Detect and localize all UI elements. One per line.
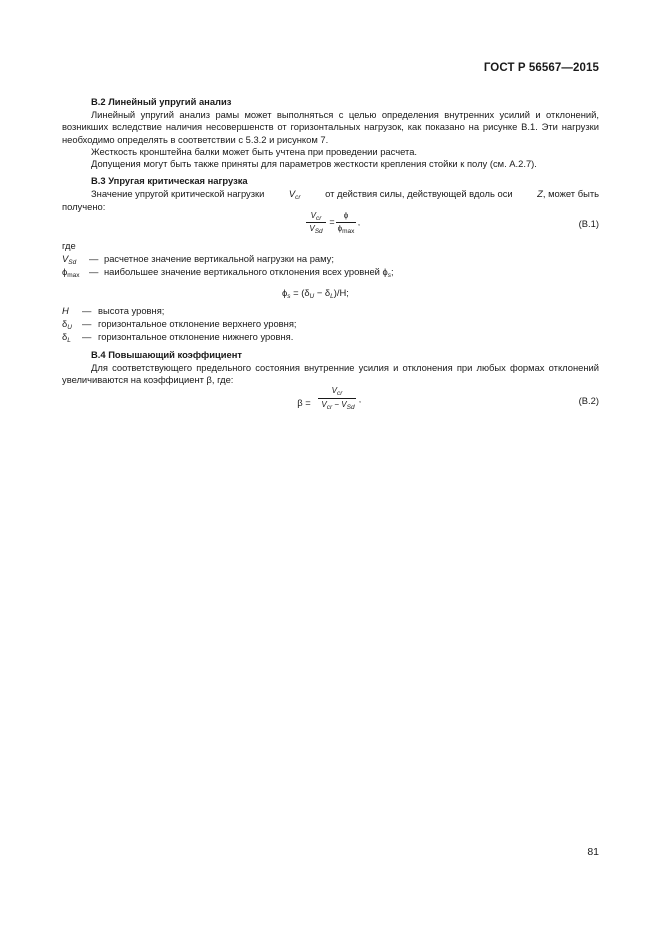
eq1-numerator-left: $V_{cr}$ xyxy=(310,211,322,222)
definition-text: наибольшее значение вертикального отклонения всех уровней $\phi_s$; xyxy=(104,266,394,279)
definition-symbol: $\delta_L$ xyxy=(62,331,71,344)
definition-dash: — xyxy=(82,331,92,342)
eq2-denominator: $V_{cr} - V_{Sd}$ xyxy=(321,400,355,411)
definition-symbol: $\phi_{max}$ xyxy=(62,266,80,279)
where-label: где xyxy=(62,240,76,251)
definition-text: горизонтальное отклонение верхнего уровня; xyxy=(98,318,297,329)
definition-dash: — xyxy=(82,305,92,316)
definition-dash: — xyxy=(89,266,99,277)
definition-dash: — xyxy=(89,253,99,264)
section-b3-intro-line2: получено: xyxy=(62,201,106,212)
intro-axis: Z, может быть xyxy=(537,188,599,199)
definition-symbol: $\delta_U$ xyxy=(62,318,72,331)
definition-text: высота уровня; xyxy=(98,305,165,316)
definition-text: горизонтальное отклонение нижнего уровня. xyxy=(98,331,294,342)
eq2-lhs: β = xyxy=(297,397,311,408)
document-code: ГОСТ Р 56567—2015 xyxy=(483,62,599,74)
eq2-comma: , xyxy=(358,395,362,404)
equation-b2-number: (В.2) xyxy=(578,395,599,406)
section-b2-paragraph-3: Допущения могут быть также приняты для параметров жесткости крепления стойки к полу (см. А.2.7). xyxy=(91,158,537,169)
eq2-numerator: $V_{cr}$ xyxy=(331,386,343,397)
section-b3-title: В.3 Упругая критическая нагрузка xyxy=(91,175,248,186)
page-number: 81 xyxy=(587,846,599,858)
eq1-denominator-left: $V_{Sd}$ xyxy=(309,224,323,235)
eq1-comma: , xyxy=(357,218,361,227)
intro-symbol: $V_{cr}$ xyxy=(288,188,301,201)
intro-text-a: Значение упругой критической нагрузки xyxy=(91,188,265,199)
equation-phi-s: $\phi_s = (\delta_U - \delta_L)/H$; xyxy=(282,287,349,300)
eq1-numerator-right: ϕ xyxy=(343,211,349,220)
section-b2-title: В.2 Линейный упругий анализ xyxy=(91,96,232,107)
definition-symbol: H xyxy=(62,305,69,316)
section-b4-paragraph: Для соответствующего предельного состояния внутренние усилия и отклонения при любых формах отклонений увеличиваются на коэффициент β, где: xyxy=(62,362,599,386)
eq1-fraction-bar-right xyxy=(336,222,356,223)
section-b2-paragraph-1: Линейный упругий анализ рамы может выполняться с целью определения внутренних усилий и отклонений, возникших вследствие наличия несовершенств от горизонтальных нагрузок, как показано на рисунке В.1. Эти нагрузки необходимо определять в соответствии с 5.3.2 и рисунком 7. xyxy=(62,109,599,145)
section-b4-title: В.4 Повышающий коэффициент xyxy=(91,349,243,360)
eq1-equals: = xyxy=(329,217,335,227)
eq1-fraction-bar-left xyxy=(306,222,326,223)
eq2-fraction-bar xyxy=(318,398,356,399)
section-b2-paragraph-2: Жесткость кронштейна балки может быть учтена при проведении расчета. xyxy=(91,146,418,157)
section-b3-intro-line1 xyxy=(91,188,599,204)
intro-text-b: от действия силы, действующей вдоль оси xyxy=(325,188,513,199)
equation-b1-number: (В.1) xyxy=(578,218,599,229)
definition-symbol: $V_{Sd}$ xyxy=(62,253,77,266)
eq1-denominator-right: $\phi_{max}$ xyxy=(337,224,355,235)
definition-dash: — xyxy=(82,318,92,329)
definition-text: расчетное значение вертикальной нагрузки на раму; xyxy=(104,253,334,264)
